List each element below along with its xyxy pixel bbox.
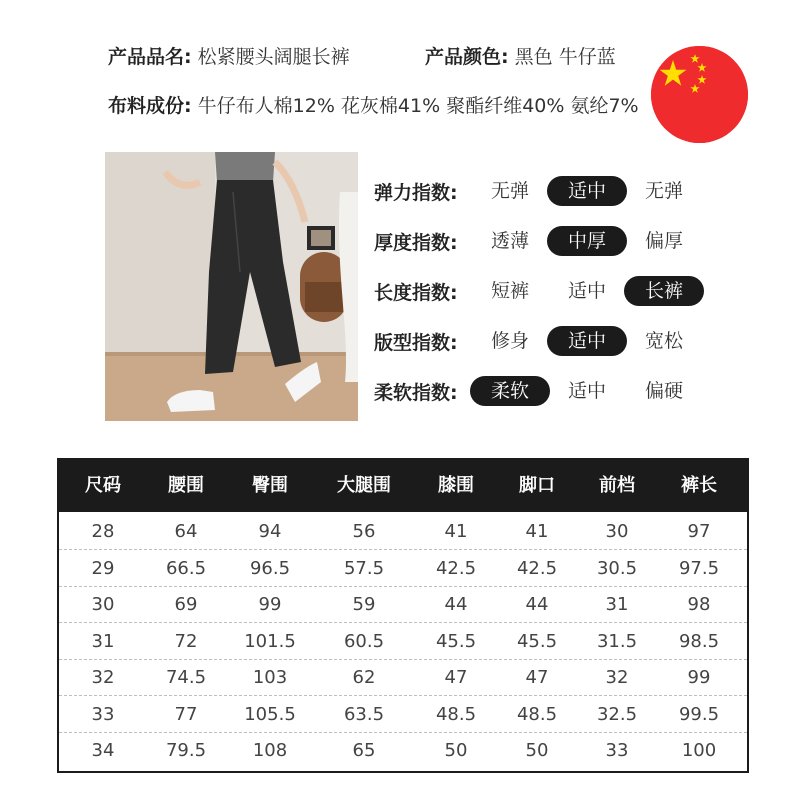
table-cell: 108 — [252, 740, 288, 761]
table-cell: 30.5 — [596, 557, 638, 579]
product-name-row — [108, 42, 350, 69]
table-cell: 74.5 — [165, 667, 207, 688]
table-cell: 31.5 — [596, 630, 638, 652]
table-row — [59, 587, 747, 623]
table-cell: 99 — [687, 667, 711, 688]
table-cell: 50 — [525, 740, 549, 761]
table-cell: 32.5 — [596, 703, 638, 725]
table-header-cell: 大腿围 — [337, 475, 391, 496]
index-label: 柔软指数: — [374, 382, 458, 404]
index-option: 透薄 — [490, 230, 529, 252]
size-table — [57, 458, 749, 773]
index-label: 版型指数: — [374, 332, 458, 354]
table-cell: 45.5 — [435, 630, 477, 652]
table-cell: 60.5 — [343, 630, 385, 652]
index-option: 无弹 — [644, 180, 683, 202]
index-label: 厚度指数: — [374, 232, 458, 254]
table-cell: 69 — [174, 594, 198, 615]
table-row — [59, 733, 747, 769]
index-option-selected: 长裤 — [624, 276, 704, 306]
product-name-value: 松紧腰头阔腿长裤 — [197, 46, 350, 68]
table-cell: 79.5 — [165, 740, 207, 761]
fabric-label: 布料成份: — [108, 95, 192, 117]
product-color-row — [425, 42, 616, 69]
size-table-header — [59, 460, 747, 512]
table-cell: 94 — [258, 521, 282, 542]
table-row — [59, 514, 747, 550]
table-cell: 33 — [91, 703, 115, 725]
table-cell: 41 — [525, 521, 549, 542]
index-option-selected: 柔软 — [470, 376, 550, 406]
index-label: 弹力指数: — [374, 182, 458, 204]
table-row — [59, 551, 747, 587]
table-cell: 47 — [525, 667, 549, 688]
index-option-selected: 适中 — [547, 176, 627, 206]
table-header-cell: 裤长 — [681, 475, 717, 496]
table-cell: 44 — [444, 594, 468, 615]
table-cell: 31 — [605, 594, 629, 615]
index-option: 修身 — [490, 330, 529, 352]
index-option: 适中 — [567, 280, 606, 302]
table-cell: 64 — [174, 521, 198, 542]
product-photo — [105, 152, 358, 421]
table-cell: 41 — [444, 521, 468, 542]
table-cell: 32 — [605, 667, 629, 688]
table-header-cell: 腰围 — [168, 475, 204, 496]
table-cell: 57.5 — [343, 557, 385, 579]
table-cell: 99 — [258, 594, 282, 615]
fabric-value: 牛仔布人棉12% 花灰棉41% 聚酯纤维40% 氨纶7% — [197, 95, 639, 117]
table-cell: 33 — [605, 740, 629, 761]
index-option: 适中 — [567, 380, 606, 402]
index-option: 短裤 — [490, 280, 529, 302]
table-cell: 50 — [444, 740, 468, 761]
table-cell: 48.5 — [435, 703, 477, 725]
index-option: 宽松 — [644, 330, 683, 352]
table-row — [59, 660, 747, 696]
table-cell: 59 — [352, 594, 376, 615]
table-row — [59, 697, 747, 733]
table-header-cell: 前档 — [599, 475, 635, 496]
table-cell: 97 — [687, 521, 711, 542]
table-cell: 72 — [174, 630, 198, 652]
table-cell: 30 — [605, 521, 629, 542]
index-label: 长度指数: — [374, 282, 458, 304]
table-header-cell: 脚口 — [519, 475, 555, 496]
index-option: 无弹 — [490, 180, 529, 202]
table-row — [59, 624, 747, 660]
table-cell: 103 — [252, 667, 288, 688]
table-cell: 98.5 — [678, 630, 720, 652]
table-cell: 42.5 — [435, 557, 477, 579]
product-color-value: 黑色 牛仔蓝 — [514, 46, 616, 68]
table-cell: 56 — [352, 521, 376, 542]
table-cell: 42.5 — [516, 557, 558, 579]
china-flag-icon — [651, 46, 748, 143]
product-color-label: 产品颜色: — [425, 46, 509, 68]
table-cell: 98 — [687, 594, 711, 615]
table-cell: 66.5 — [165, 557, 207, 579]
index-option-selected: 适中 — [547, 326, 627, 356]
table-cell: 48.5 — [516, 703, 558, 725]
table-cell: 47 — [444, 667, 468, 688]
table-cell: 77 — [174, 703, 198, 725]
table-cell: 31 — [91, 630, 115, 652]
table-cell: 45.5 — [516, 630, 558, 652]
table-cell: 34 — [91, 740, 115, 761]
table-cell: 30 — [91, 594, 115, 615]
table-cell: 29 — [91, 557, 115, 579]
index-option-selected: 中厚 — [547, 226, 627, 256]
table-cell: 63.5 — [343, 703, 385, 725]
product-name-label: 产品品名: — [108, 46, 192, 68]
fabric-row — [108, 91, 639, 118]
index-option: 偏厚 — [644, 230, 683, 252]
table-cell: 99.5 — [678, 703, 720, 725]
table-cell: 100 — [681, 740, 717, 761]
table-header-cell: 尺码 — [85, 475, 121, 496]
table-cell: 101.5 — [244, 630, 296, 652]
table-cell: 62 — [352, 667, 376, 688]
index-option: 偏硬 — [644, 380, 683, 402]
table-cell: 105.5 — [244, 703, 296, 725]
table-cell: 97.5 — [678, 557, 720, 579]
table-cell: 65 — [352, 740, 376, 761]
table-cell: 28 — [91, 521, 115, 542]
table-cell: 96.5 — [249, 557, 291, 579]
table-cell: 32 — [91, 667, 115, 688]
table-header-cell: 臀围 — [252, 475, 288, 496]
table-header-cell: 膝围 — [438, 475, 474, 496]
table-cell: 44 — [525, 594, 549, 615]
